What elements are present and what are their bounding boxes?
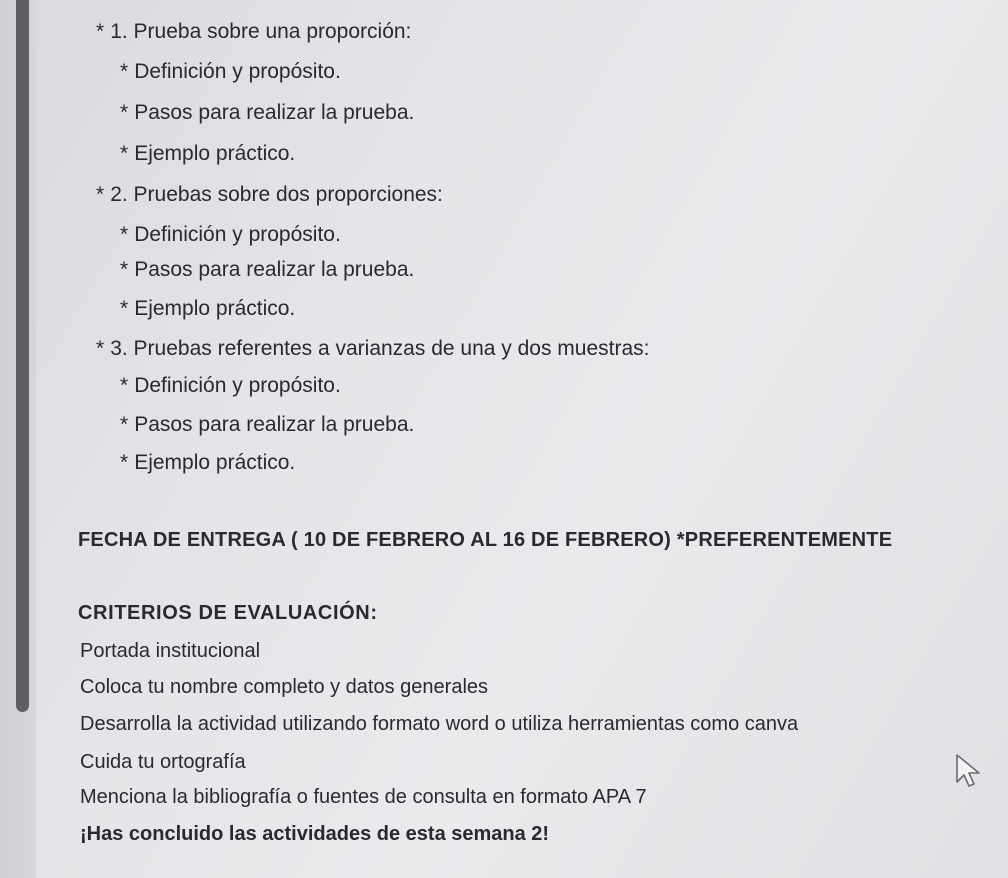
bullet-star: *: [96, 20, 105, 43]
bullet-star: *: [120, 297, 129, 320]
due-date: FECHA DE ENTREGA ( 10 DE FEBRERO AL 16 DE FEBRERO) *PREFERENTEMENTE: [78, 529, 893, 551]
outline-subitem: * Definición y propósito.: [120, 223, 341, 246]
bullet-star: *: [96, 337, 105, 360]
bullet-star: *: [120, 101, 129, 124]
bullet-star: *: [120, 374, 129, 397]
bullet-star: *: [96, 183, 105, 206]
bullet-star: *: [120, 451, 129, 474]
outline-subitem: * Pasos para realizar la prueba.: [120, 101, 415, 124]
bullet-star: *: [120, 223, 129, 246]
outline-subitem: * Ejemplo práctico.: [120, 142, 296, 165]
criteria-title: CRITERIOS DE EVALUACIÓN:: [78, 602, 378, 624]
outline-subitem: * Definición y propósito.: [120, 374, 341, 397]
outline-subitem: * Pasos para realizar la prueba.: [120, 413, 415, 436]
closing-message: ¡Has concluido las actividades de esta semana 2!: [80, 823, 550, 845]
outline-heading-2: * 2. Pruebas sobre dos proporciones:: [96, 183, 443, 206]
bullet-star: *: [120, 142, 129, 165]
bullet-star: *: [120, 258, 129, 281]
criteria-item: Menciona la bibliografía o fuentes de consulta en formato APA 7: [80, 786, 647, 808]
bullet-star: *: [120, 60, 129, 83]
outline-heading-3: * 3. Pruebas referentes a varianzas de una y dos muestras:: [96, 337, 650, 360]
criteria-item: Desarrolla la actividad utilizando formato word o utiliza herramientas como canva: [80, 713, 799, 735]
outline-subitem: * Pasos para realizar la prueba.: [120, 258, 415, 281]
outline-subitem: * Definición y propósito.: [120, 60, 341, 83]
outline-subitem: * Ejemplo práctico.: [120, 451, 296, 474]
bullet-star: *: [120, 413, 129, 436]
criteria-item: Portada institucional: [80, 640, 261, 662]
outline-heading-1: * 1. Prueba sobre una proporción:: [96, 20, 412, 43]
criteria-item: Coloca tu nombre completo y datos generales: [80, 676, 489, 698]
criteria-item: Cuida tu ortografía: [80, 751, 246, 773]
outline-subitem: * Ejemplo práctico.: [120, 297, 296, 320]
mouse-pointer-icon: [954, 752, 988, 788]
